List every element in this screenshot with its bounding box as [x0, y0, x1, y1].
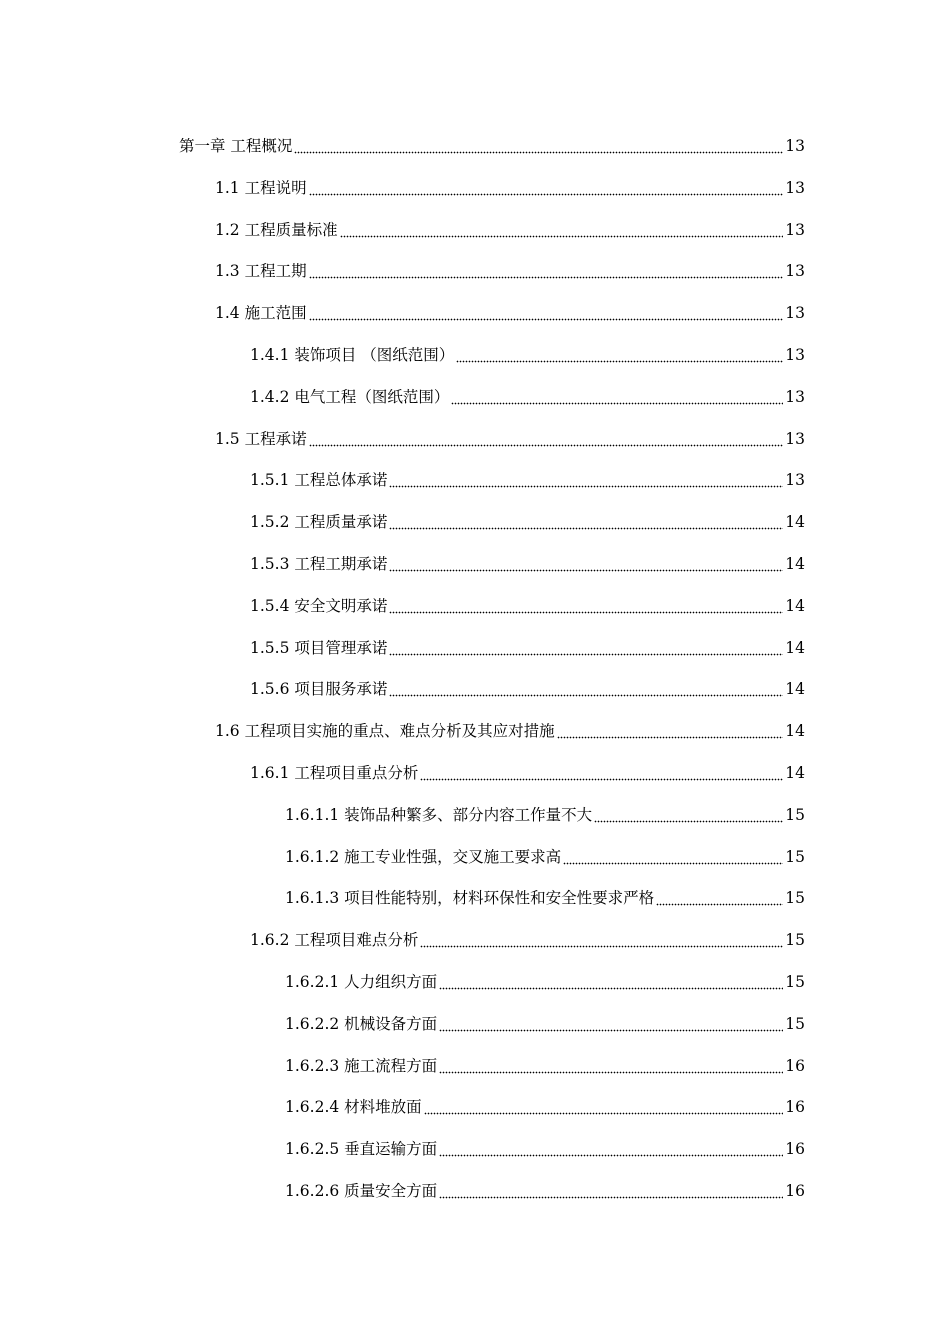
toc-entry-title: 1.6.1.2 施工专业性强，交叉施工要求高: [285, 847, 562, 866]
toc-entry-title: 1.6.2.2 机械设备方面: [285, 1014, 438, 1033]
toc-entry[interactable]: [215, 282, 805, 324]
toc-entry-title: 1.5.4 安全文明承诺: [250, 596, 388, 615]
toc-entry-title: 1.6.1.1 装饰品种繁多、部分内容工作量不大: [285, 805, 593, 824]
toc-entry-title: 1.4.2 电气工程（图纸范围）: [250, 387, 450, 406]
toc-entry[interactable]: [285, 1160, 805, 1202]
toc-page-number: 14: [785, 596, 805, 615]
toc-entry[interactable]: [285, 784, 805, 826]
toc-entry-title: 1.4 施工范围: [215, 304, 307, 323]
toc-page-number: 14: [785, 638, 805, 657]
toc-page-number: 13: [785, 137, 805, 155]
toc-dot-leader: [424, 1096, 784, 1118]
toc-entry[interactable]: [250, 449, 805, 491]
toc-entry-title: 1.5.3 工程工期承诺: [250, 555, 388, 573]
toc-page-number: 15: [785, 1014, 805, 1033]
toc-page-number: 16: [785, 1098, 805, 1117]
toc-page-number: 13: [785, 346, 805, 364]
toc-dot-leader: [309, 428, 784, 450]
toc-entry[interactable]: [250, 617, 805, 659]
toc-entry-title: 1.6.2.1 人力组织方面: [285, 973, 438, 991]
toc-page-number: 14: [785, 722, 805, 741]
toc-page-number: 15: [785, 931, 805, 950]
toc-page-number: 15: [785, 973, 805, 991]
toc-entry[interactable]: [285, 1118, 805, 1160]
toc-entry-title: 1.6.2.4 材料堆放面: [285, 1098, 422, 1117]
toc-dot-leader: [389, 678, 783, 700]
toc-page-number: 15: [785, 847, 805, 866]
toc-dot-leader: [456, 344, 783, 366]
toc-dot-leader: [656, 887, 783, 909]
toc-dot-leader: [439, 971, 783, 993]
toc-entry[interactable]: [250, 533, 805, 575]
toc-entry-title: 1.6.2.5 垂直运输方面: [285, 1140, 438, 1159]
toc-entry-title: 1.6.1 工程项目重点分析: [250, 764, 419, 782]
toc-page-number: 16: [785, 1182, 805, 1200]
toc-page-number: 16: [785, 1140, 805, 1159]
toc-entry[interactable]: [285, 1076, 805, 1118]
toc-dot-leader: [389, 511, 783, 533]
toc-dot-leader: [294, 135, 783, 157]
toc-dot-leader: [420, 929, 783, 951]
toc-entry-title: 1.6.2.6 质量安全方面: [285, 1182, 438, 1200]
toc-page-number: 13: [785, 178, 805, 197]
toc-entry-title: 1.4.1 装饰项目 （图纸范围）: [250, 346, 455, 364]
toc-page-number: 13: [785, 429, 805, 448]
toc-page-number: 13: [785, 304, 805, 323]
toc-entry-title: 1.5.5 项目管理承诺: [250, 638, 388, 657]
toc-dot-leader: [557, 720, 784, 742]
toc-dot-leader: [439, 1013, 783, 1035]
toc-page-number: 13: [785, 220, 805, 239]
toc-dot-leader: [439, 1138, 783, 1160]
toc-entry-title: 1.6.2 工程项目难点分析: [250, 931, 419, 950]
toc-dot-leader: [309, 260, 784, 282]
toc-dot-leader: [439, 1180, 783, 1202]
toc-entry[interactable]: [250, 324, 805, 366]
toc-entry-title: 1.3 工程工期: [215, 262, 307, 281]
toc-dot-leader: [309, 177, 784, 199]
toc-page-number: 14: [785, 555, 805, 573]
toc-entry-title: 1.6 工程项目实施的重点、难点分析及其应对措施: [215, 722, 555, 741]
toc-dot-leader: [309, 302, 784, 324]
toc-entry[interactable]: [250, 491, 805, 533]
toc-entry[interactable]: [250, 742, 805, 784]
toc-page-number: 14: [785, 680, 805, 699]
toc-entry-title: 1.5.6 项目服务承诺: [250, 680, 388, 699]
toc-page-number: 14: [785, 513, 805, 532]
toc-entry[interactable]: [285, 867, 805, 909]
toc-entry[interactable]: [285, 1035, 805, 1077]
toc-entry-title: 1.5.2 工程质量承诺: [250, 513, 388, 532]
toc-entry[interactable]: [250, 575, 805, 617]
toc-entry[interactable]: [250, 658, 805, 700]
toc-entry[interactable]: [215, 199, 805, 241]
toc-entry[interactable]: [285, 826, 805, 868]
toc-dot-leader: [439, 1055, 783, 1077]
toc-page-number: 13: [785, 471, 805, 490]
toc-page-number: 13: [785, 262, 805, 281]
toc-dot-leader: [563, 846, 783, 868]
toc-page-number: 15: [785, 805, 805, 824]
toc-entry-title: 1.5 工程承诺: [215, 429, 307, 448]
toc-entry-title: 1.1 工程说明: [215, 178, 307, 197]
toc-entry[interactable]: [215, 408, 805, 450]
toc-entry[interactable]: [215, 700, 805, 742]
toc-entry[interactable]: [285, 951, 805, 993]
toc-entry[interactable]: [215, 157, 805, 199]
toc-entry[interactable]: [285, 993, 805, 1035]
toc-dot-leader: [389, 469, 783, 491]
toc-entry[interactable]: [179, 115, 805, 157]
toc-dot-leader: [340, 219, 784, 241]
toc-entry-title: 1.6.2.3 施工流程方面: [285, 1056, 438, 1075]
toc-page-number: 15: [785, 889, 805, 908]
toc-entry-title: 1.2 工程质量标准: [215, 220, 338, 239]
toc-dot-leader: [420, 762, 783, 784]
toc-entry-title: 1.5.1 工程总体承诺: [250, 471, 388, 490]
toc-dot-leader: [451, 386, 783, 408]
toc-page-number: 14: [785, 764, 805, 782]
toc-page-number: 16: [785, 1056, 805, 1075]
toc-dot-leader: [389, 637, 783, 659]
toc-entry[interactable]: [250, 909, 805, 951]
toc-dot-leader: [389, 595, 783, 617]
toc-dot-leader: [594, 804, 783, 826]
toc-entry-title: 1.6.1.3 项目性能特别，材料环保性和安全性要求严格: [285, 889, 655, 908]
toc-page-number: 13: [785, 387, 805, 406]
toc-entry[interactable]: [215, 240, 805, 282]
toc-entry[interactable]: [250, 366, 805, 408]
toc-dot-leader: [389, 553, 783, 575]
toc-entry-title: 第一章 工程概况: [179, 137, 293, 155]
